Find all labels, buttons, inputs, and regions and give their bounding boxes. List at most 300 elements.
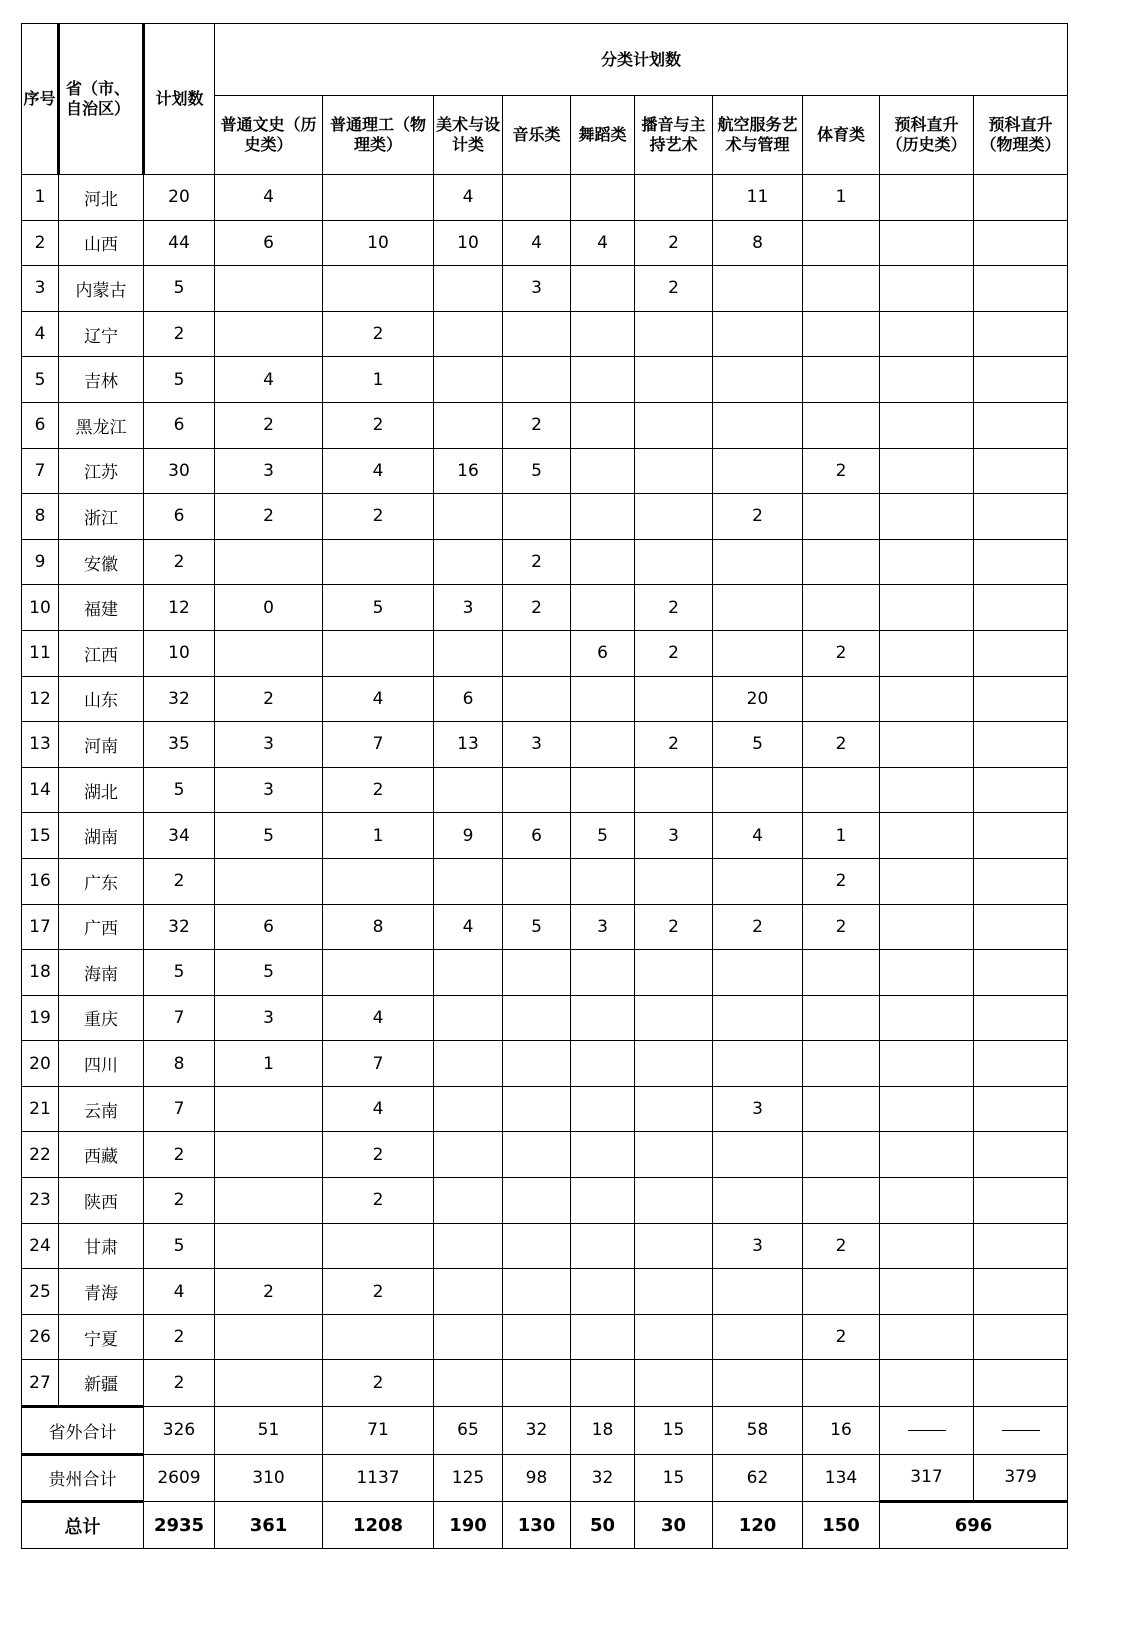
row-category-value: 2 <box>713 494 803 540</box>
row-category-value <box>571 1178 635 1224</box>
row-category-value <box>503 1269 571 1315</box>
row-category-value <box>974 676 1068 722</box>
row-category-value <box>571 175 635 221</box>
row-plan-total: 6 <box>144 494 215 540</box>
row-category-value: 2 <box>803 904 880 950</box>
header-category: 普通文史（历史类） <box>215 96 323 175</box>
row-seq: 13 <box>22 722 59 768</box>
summary-label: 总计 <box>22 1502 144 1549</box>
row-category-value: 7 <box>323 722 434 768</box>
row-category-value <box>434 266 503 312</box>
row-province: 海南 <box>59 950 144 996</box>
row-category-value <box>880 813 974 859</box>
row-province: 湖南 <box>59 813 144 859</box>
row-category-value: 4 <box>323 1086 434 1132</box>
row-category-value <box>713 539 803 585</box>
summary-category-value: 58 <box>713 1407 803 1455</box>
row-category-value <box>215 266 323 312</box>
row-category-value <box>323 175 434 221</box>
summary-category-value: 1208 <box>323 1502 434 1549</box>
row-seq: 24 <box>22 1223 59 1269</box>
row-category-value <box>503 1041 571 1087</box>
row-category-value <box>974 220 1068 266</box>
row-category-value <box>571 1041 635 1087</box>
row-plan-total: 7 <box>144 995 215 1041</box>
row-category-value <box>434 311 503 357</box>
row-seq: 14 <box>22 767 59 813</box>
row-category-value <box>974 1086 1068 1132</box>
row-category-value <box>880 676 974 722</box>
summary-category-value: 120 <box>713 1502 803 1549</box>
row-category-value: 6 <box>215 220 323 266</box>
row-seq: 25 <box>22 1269 59 1315</box>
row-province: 广东 <box>59 858 144 904</box>
row-category-value <box>503 630 571 676</box>
row-category-value: 2 <box>323 1132 434 1178</box>
row-category-value: 2 <box>323 311 434 357</box>
row-category-value <box>571 448 635 494</box>
row-category-value <box>880 448 974 494</box>
row-category-value <box>323 950 434 996</box>
row-category-value <box>635 1223 713 1269</box>
row-category-value <box>974 402 1068 448</box>
row-category-value: 6 <box>215 904 323 950</box>
summary-prep-history <box>880 1407 974 1455</box>
row-category-value <box>503 1086 571 1132</box>
header-category: 普通理工（物理类） <box>323 96 434 175</box>
row-category-value <box>880 494 974 540</box>
row-plan-total: 2 <box>144 311 215 357</box>
row-category-value <box>571 995 635 1041</box>
summary-prep-physics: 379 <box>974 1454 1068 1502</box>
row-province: 陕西 <box>59 1178 144 1224</box>
row-seq: 5 <box>22 357 59 403</box>
table-row <box>22 311 1068 357</box>
row-plan-total: 5 <box>144 1223 215 1269</box>
row-category-value <box>503 767 571 813</box>
summary-plan-total: 2935 <box>144 1502 215 1549</box>
dash-placeholder <box>1002 1430 1040 1431</box>
row-category-value <box>803 995 880 1041</box>
row-category-value <box>974 448 1068 494</box>
row-province: 浙江 <box>59 494 144 540</box>
table-row <box>22 722 1068 768</box>
row-plan-total: 2 <box>144 1178 215 1224</box>
row-seq: 10 <box>22 585 59 631</box>
row-category-value <box>215 1132 323 1178</box>
row-category-value: 5 <box>503 448 571 494</box>
enrollment-plan-table <box>21 23 1068 1549</box>
row-province: 江苏 <box>59 448 144 494</box>
row-category-value <box>713 311 803 357</box>
row-seq: 23 <box>22 1178 59 1224</box>
row-category-value <box>803 357 880 403</box>
row-seq: 17 <box>22 904 59 950</box>
row-category-value <box>974 1223 1068 1269</box>
row-seq: 19 <box>22 995 59 1041</box>
table-row <box>22 1132 1068 1178</box>
row-category-value <box>713 630 803 676</box>
row-category-value: 4 <box>434 904 503 950</box>
table-row <box>22 1360 1068 1407</box>
row-plan-total: 2 <box>144 1132 215 1178</box>
row-province: 云南 <box>59 1086 144 1132</box>
row-category-value <box>880 402 974 448</box>
row-category-value <box>434 1360 503 1407</box>
row-category-value <box>974 950 1068 996</box>
row-category-value <box>803 494 880 540</box>
row-province: 河南 <box>59 722 144 768</box>
dash-placeholder <box>908 1430 946 1431</box>
row-category-value: 4 <box>434 175 503 221</box>
row-seq: 4 <box>22 311 59 357</box>
row-category-value <box>713 1314 803 1360</box>
row-plan-total: 4 <box>144 1269 215 1315</box>
table-row <box>22 585 1068 631</box>
row-seq: 7 <box>22 448 59 494</box>
row-category-value <box>880 767 974 813</box>
row-seq: 8 <box>22 494 59 540</box>
row-category-value: 20 <box>713 676 803 722</box>
row-category-value <box>503 858 571 904</box>
row-category-value <box>974 1041 1068 1087</box>
row-category-value <box>713 995 803 1041</box>
row-category-value <box>215 1178 323 1224</box>
row-category-value <box>803 220 880 266</box>
row-plan-total: 32 <box>144 904 215 950</box>
row-category-value <box>880 904 974 950</box>
row-category-value <box>503 1360 571 1407</box>
row-category-value <box>571 494 635 540</box>
header-category: 舞蹈类 <box>571 96 635 175</box>
row-category-value <box>635 311 713 357</box>
row-category-value <box>635 676 713 722</box>
row-category-value <box>323 630 434 676</box>
row-category-value <box>434 630 503 676</box>
row-category-value <box>323 858 434 904</box>
row-category-value <box>215 1314 323 1360</box>
table-row <box>22 1314 1068 1360</box>
row-plan-total: 10 <box>144 630 215 676</box>
row-seq: 9 <box>22 539 59 585</box>
summary-category-value: 32 <box>571 1454 635 1502</box>
row-category-value: 10 <box>434 220 503 266</box>
row-category-value <box>974 1314 1068 1360</box>
row-category-value: 6 <box>571 630 635 676</box>
row-category-value: 2 <box>713 904 803 950</box>
row-category-value <box>974 175 1068 221</box>
summary-category-value: 51 <box>215 1407 323 1455</box>
summary-category-value: 16 <box>803 1407 880 1455</box>
header-category: 航空服务艺术与管理 <box>713 96 803 175</box>
row-category-value <box>974 1269 1068 1315</box>
row-category-value <box>503 676 571 722</box>
row-category-value: 3 <box>434 585 503 631</box>
row-category-value: 2 <box>503 539 571 585</box>
row-seq: 12 <box>22 676 59 722</box>
row-category-value: 4 <box>713 813 803 859</box>
row-category-value <box>974 630 1068 676</box>
row-category-value: 5 <box>571 813 635 859</box>
row-category-value: 3 <box>713 1086 803 1132</box>
row-province: 甘肃 <box>59 1223 144 1269</box>
table-row <box>22 220 1068 266</box>
row-plan-total: 5 <box>144 950 215 996</box>
row-category-value: 5 <box>215 950 323 996</box>
summary-plan-total: 2609 <box>144 1454 215 1502</box>
row-category-value <box>635 1086 713 1132</box>
summary-label: 省外合计 <box>22 1407 144 1455</box>
row-category-value <box>571 1086 635 1132</box>
row-seq: 22 <box>22 1132 59 1178</box>
row-category-value <box>713 1178 803 1224</box>
row-category-value: 2 <box>215 1269 323 1315</box>
summary-category-value: 15 <box>635 1407 713 1455</box>
row-category-value <box>571 311 635 357</box>
row-category-value <box>880 1041 974 1087</box>
row-category-value <box>571 585 635 631</box>
row-category-value <box>880 630 974 676</box>
row-category-value <box>713 950 803 996</box>
row-category-value <box>571 722 635 768</box>
row-seq: 15 <box>22 813 59 859</box>
row-category-value: 2 <box>635 585 713 631</box>
summary-prep-history: 317 <box>880 1454 974 1502</box>
summary-category-value: 190 <box>434 1502 503 1549</box>
header-category: 美术与设计类 <box>434 96 503 175</box>
header-plan-total: 计划数 <box>144 24 215 175</box>
row-category-value: 5 <box>215 813 323 859</box>
row-category-value <box>803 1178 880 1224</box>
table-row <box>22 858 1068 904</box>
row-category-value <box>323 266 434 312</box>
summary-category-value: 310 <box>215 1454 323 1502</box>
table-row <box>22 402 1068 448</box>
row-plan-total: 2 <box>144 858 215 904</box>
header-category: 体育类 <box>803 96 880 175</box>
row-category-value <box>713 585 803 631</box>
row-plan-total: 8 <box>144 1041 215 1087</box>
row-province: 江西 <box>59 630 144 676</box>
row-category-value <box>323 539 434 585</box>
row-category-value: 1 <box>323 813 434 859</box>
row-plan-total: 20 <box>144 175 215 221</box>
table-row <box>22 995 1068 1041</box>
row-category-value: 3 <box>571 904 635 950</box>
row-category-value <box>803 676 880 722</box>
row-category-value <box>880 220 974 266</box>
row-category-value <box>974 722 1068 768</box>
row-category-value: 2 <box>215 494 323 540</box>
row-province: 辽宁 <box>59 311 144 357</box>
row-category-value <box>803 767 880 813</box>
row-category-value: 2 <box>635 722 713 768</box>
row-category-value: 16 <box>434 448 503 494</box>
row-seq: 21 <box>22 1086 59 1132</box>
row-category-value <box>215 1360 323 1407</box>
row-category-value <box>503 1178 571 1224</box>
row-category-value <box>635 950 713 996</box>
row-category-value <box>434 539 503 585</box>
row-category-value <box>503 311 571 357</box>
row-category-value <box>713 357 803 403</box>
row-category-value <box>713 1269 803 1315</box>
row-category-value <box>635 767 713 813</box>
row-province: 西藏 <box>59 1132 144 1178</box>
header-seq: 序号 <box>22 24 59 175</box>
row-category-value <box>635 1314 713 1360</box>
row-seq: 27 <box>22 1360 59 1407</box>
row-category-value: 2 <box>215 676 323 722</box>
row-category-value <box>713 767 803 813</box>
row-category-value <box>571 1360 635 1407</box>
row-plan-total: 2 <box>144 1314 215 1360</box>
row-category-value <box>434 950 503 996</box>
row-category-value <box>880 175 974 221</box>
row-category-value <box>215 858 323 904</box>
summary-row-grand-total <box>22 1502 1068 1549</box>
row-category-value: 2 <box>635 630 713 676</box>
row-province: 内蒙古 <box>59 266 144 312</box>
row-category-value <box>803 585 880 631</box>
row-seq: 20 <box>22 1041 59 1087</box>
row-category-value <box>215 630 323 676</box>
row-category-value <box>323 1223 434 1269</box>
table-row <box>22 266 1068 312</box>
row-category-value: 4 <box>571 220 635 266</box>
header-category: 音乐类 <box>503 96 571 175</box>
summary-prep-combined: 696 <box>880 1502 1068 1549</box>
row-plan-total: 6 <box>144 402 215 448</box>
table-row <box>22 1178 1068 1224</box>
row-category-value <box>880 539 974 585</box>
row-category-value: 3 <box>215 995 323 1041</box>
row-category-value <box>571 676 635 722</box>
row-category-value: 5 <box>713 722 803 768</box>
header-category: 预科直升（历史类） <box>880 96 974 175</box>
row-category-value <box>713 1132 803 1178</box>
row-category-value <box>635 357 713 403</box>
row-province: 河北 <box>59 175 144 221</box>
row-category-value <box>635 1132 713 1178</box>
row-category-value <box>503 950 571 996</box>
table-row <box>22 357 1068 403</box>
row-category-value <box>434 494 503 540</box>
table-row <box>22 1041 1068 1087</box>
row-category-value <box>880 950 974 996</box>
row-plan-total: 7 <box>144 1086 215 1132</box>
row-category-value <box>880 1132 974 1178</box>
summary-prep-physics <box>974 1407 1068 1455</box>
summary-category-value: 130 <box>503 1502 571 1549</box>
table-row <box>22 448 1068 494</box>
row-category-value <box>635 175 713 221</box>
row-province: 湖北 <box>59 767 144 813</box>
row-category-value <box>571 1314 635 1360</box>
table-row <box>22 950 1068 996</box>
summary-category-value: 62 <box>713 1454 803 1502</box>
table-row <box>22 813 1068 859</box>
row-category-value <box>974 539 1068 585</box>
row-category-value: 2 <box>323 1178 434 1224</box>
row-category-value: 2 <box>803 630 880 676</box>
row-category-value: 2 <box>803 1223 880 1269</box>
row-seq: 2 <box>22 220 59 266</box>
row-category-value <box>974 494 1068 540</box>
row-category-value: 2 <box>323 767 434 813</box>
summary-category-value: 18 <box>571 1407 635 1455</box>
row-category-value <box>503 357 571 403</box>
row-category-value: 2 <box>323 1269 434 1315</box>
row-category-value <box>434 767 503 813</box>
summary-row-out-of-province <box>22 1407 1068 1455</box>
row-category-value: 3 <box>503 722 571 768</box>
header-category: 播音与主持艺术 <box>635 96 713 175</box>
row-category-value: 3 <box>215 767 323 813</box>
row-category-value <box>635 494 713 540</box>
table-row <box>22 1086 1068 1132</box>
row-province: 四川 <box>59 1041 144 1087</box>
row-plan-total: 32 <box>144 676 215 722</box>
row-category-value: 1 <box>803 175 880 221</box>
row-plan-total: 5 <box>144 767 215 813</box>
summary-category-value: 50 <box>571 1502 635 1549</box>
row-category-value: 0 <box>215 585 323 631</box>
row-category-value: 11 <box>713 175 803 221</box>
row-category-value: 2 <box>323 1360 434 1407</box>
row-category-value <box>974 266 1068 312</box>
row-category-value <box>503 1314 571 1360</box>
row-province: 青海 <box>59 1269 144 1315</box>
row-category-value: 8 <box>713 220 803 266</box>
row-category-value: 6 <box>434 676 503 722</box>
row-category-value <box>434 1269 503 1315</box>
row-category-value: 4 <box>323 448 434 494</box>
row-category-value <box>571 266 635 312</box>
row-category-value <box>215 311 323 357</box>
row-category-value <box>803 266 880 312</box>
row-category-value: 2 <box>803 448 880 494</box>
row-plan-total: 5 <box>144 357 215 403</box>
row-category-value <box>803 1041 880 1087</box>
row-category-value <box>571 539 635 585</box>
row-category-value <box>803 539 880 585</box>
row-category-value <box>803 1086 880 1132</box>
row-category-value <box>974 995 1068 1041</box>
row-province: 广西 <box>59 904 144 950</box>
table-row <box>22 1269 1068 1315</box>
row-seq: 11 <box>22 630 59 676</box>
header-category-group: 分类计划数 <box>215 24 1068 96</box>
row-category-value <box>974 357 1068 403</box>
table-row <box>22 767 1068 813</box>
row-category-value <box>880 995 974 1041</box>
table-row <box>22 676 1068 722</box>
row-category-value: 3 <box>713 1223 803 1269</box>
row-category-value: 3 <box>635 813 713 859</box>
row-category-value <box>880 1314 974 1360</box>
row-category-value: 3 <box>215 448 323 494</box>
row-category-value: 1 <box>215 1041 323 1087</box>
row-category-value <box>434 1223 503 1269</box>
row-category-value <box>974 1178 1068 1224</box>
row-category-value <box>635 1178 713 1224</box>
summary-plan-total: 326 <box>144 1407 215 1455</box>
row-category-value: 5 <box>323 585 434 631</box>
table-row <box>22 539 1068 585</box>
row-category-value: 2 <box>323 402 434 448</box>
row-category-value <box>713 1360 803 1407</box>
